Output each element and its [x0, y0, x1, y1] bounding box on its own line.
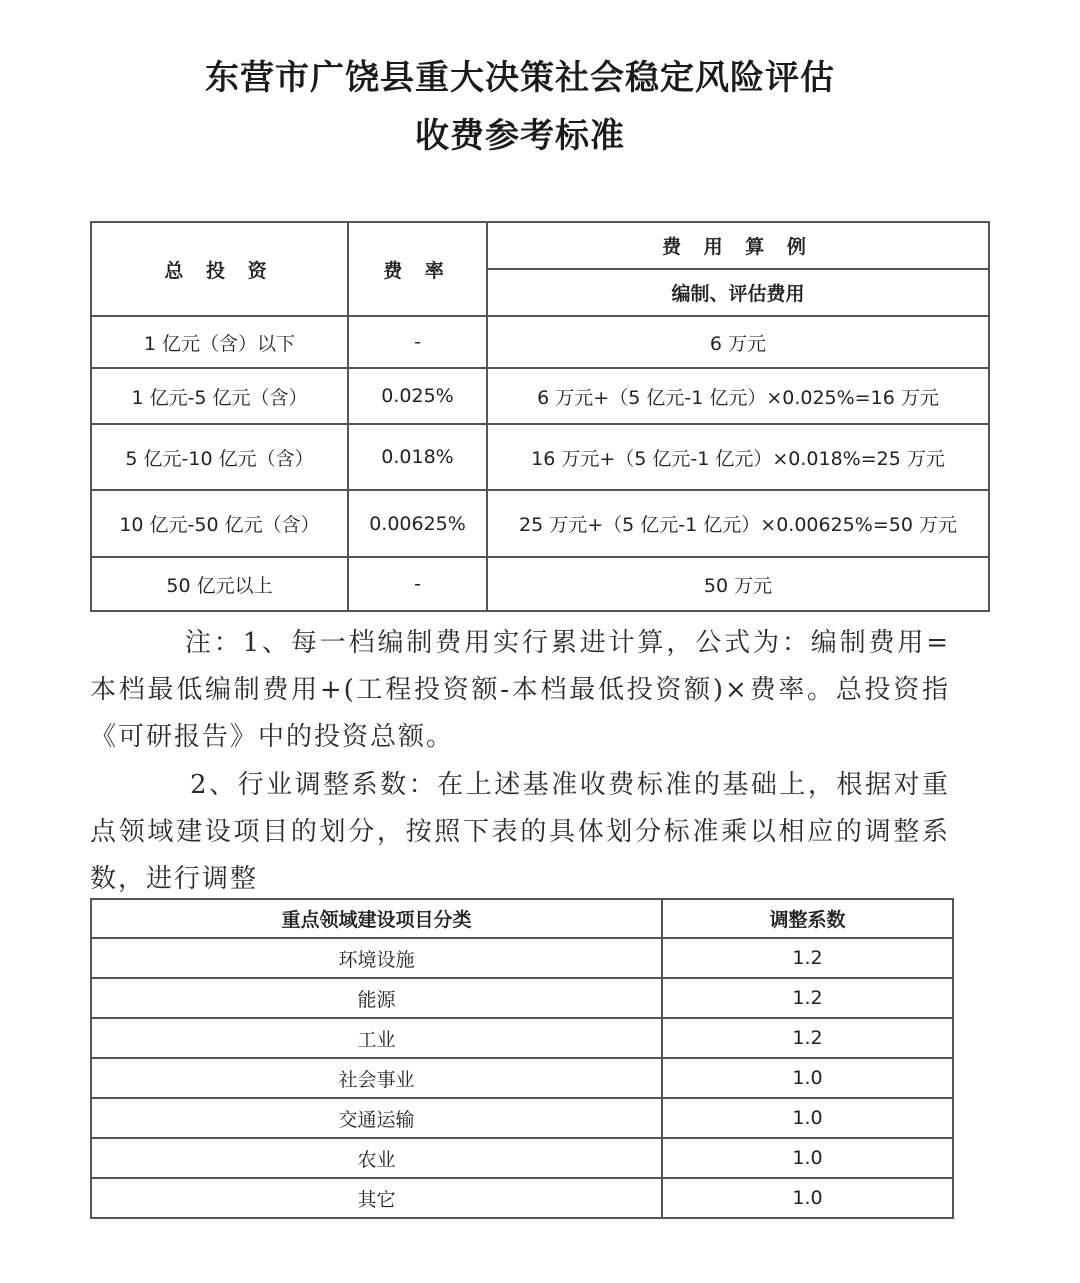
cell-example: 6 万元 — [487, 316, 989, 368]
table-row — [91, 368, 989, 424]
table-row — [91, 1058, 953, 1098]
cell-rate: - — [348, 316, 487, 368]
table-row — [91, 1018, 953, 1058]
table-row — [91, 1098, 953, 1138]
table-row — [91, 978, 953, 1018]
note-1-text: 注：1、每一档编制费用实行累进计算，公式为：编制费用=本档最低编制费用+(工程投资额-本档最低投资额)×费率。总投资指《可研报告》中的投资总额。 — [90, 628, 950, 752]
header-fee-example: 费 用 算 例 — [487, 222, 989, 269]
adjustment-coefficient-table — [90, 898, 954, 1219]
cell-coefficient: 1.2 — [662, 1018, 953, 1058]
table-row — [91, 938, 953, 978]
header-fee-example-sub: 编制、评估费用 — [487, 269, 989, 316]
cell-coefficient: 1.0 — [662, 1058, 953, 1098]
cell-rate: 0.018% — [348, 424, 487, 490]
table-row — [91, 490, 989, 557]
note-paragraph-2 — [90, 762, 950, 903]
table-row — [91, 424, 989, 490]
cell-example: 50 万元 — [487, 557, 989, 611]
cell-category: 交通运输 — [91, 1098, 662, 1138]
cell-category: 社会事业 — [91, 1058, 662, 1098]
table-row — [91, 1178, 953, 1218]
cell-example: 16 万元+（5 亿元-1 亿元）×0.018%=25 万元 — [487, 424, 989, 490]
header-project-category: 重点领域建设项目分类 — [91, 899, 662, 938]
cell-category: 其它 — [91, 1178, 662, 1218]
header-adjustment-coefficient: 调整系数 — [662, 899, 953, 938]
cell-category: 农业 — [91, 1138, 662, 1178]
header-total-investment: 总 投 资 — [91, 222, 348, 316]
table-row — [91, 1138, 953, 1178]
cell-rate: 0.025% — [348, 368, 487, 424]
document-title-line1: 东营市广饶县重大决策社会稳定风险评估 — [205, 58, 835, 98]
cell-coefficient: 1.0 — [662, 1138, 953, 1178]
cell-investment: 10 亿元-50 亿元（含） — [91, 490, 348, 557]
cell-rate: - — [348, 557, 487, 611]
cell-coefficient: 1.2 — [662, 938, 953, 978]
table-row — [91, 316, 989, 368]
document-title-line2: 收费参考标准 — [415, 116, 625, 156]
cell-investment: 5 亿元-10 亿元（含） — [91, 424, 348, 490]
cell-investment: 1 亿元-5 亿元（含） — [91, 368, 348, 424]
cell-category: 环境设施 — [91, 938, 662, 978]
cell-example: 6 万元+（5 亿元-1 亿元）×0.025%=16 万元 — [487, 368, 989, 424]
cell-investment: 50 亿元以上 — [91, 557, 348, 611]
cell-category: 能源 — [91, 978, 662, 1018]
cell-category: 工业 — [91, 1018, 662, 1058]
fee-standard-table — [90, 221, 990, 612]
cell-coefficient: 1.2 — [662, 978, 953, 1018]
header-fee-rate: 费 率 — [348, 222, 487, 316]
cell-rate: 0.00625% — [348, 490, 487, 557]
cell-investment: 1 亿元（含）以下 — [91, 316, 348, 368]
note-paragraph-1 — [90, 620, 950, 761]
cell-coefficient: 1.0 — [662, 1098, 953, 1138]
cell-coefficient: 1.0 — [662, 1178, 953, 1218]
table-row — [91, 557, 989, 611]
cell-example: 25 万元+（5 亿元-1 亿元）×0.00625%=50 万元 — [487, 490, 989, 557]
note-2-text: 2、行业调整系数：在上述基准收费标准的基础上，根据对重点领域建设项目的划分，按照下表的具体划分标准乘以相应的调整系数，进行调整 — [90, 770, 950, 894]
